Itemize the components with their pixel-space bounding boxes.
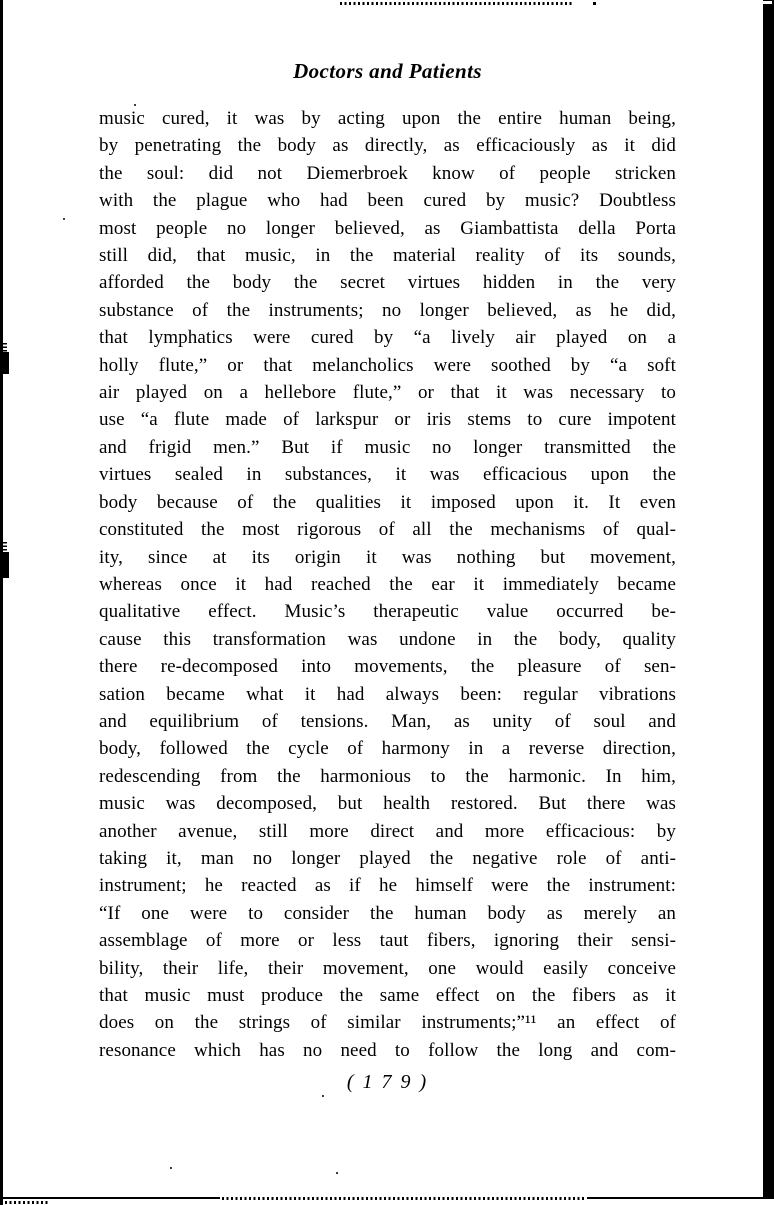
text-line: afforded the body the secret virtues hidden in the very bbox=[99, 272, 676, 294]
text-line: virtues sealed in substances, it was efficacious upon the bbox=[99, 464, 676, 486]
scan-dot-artifact bbox=[593, 2, 596, 5]
text-line: most people no longer believed, as Giambattista della Porta bbox=[99, 217, 676, 239]
text-line: that music must produce the same effect on the fibers as it bbox=[99, 985, 676, 1006]
scan-blob-artifact bbox=[0, 552, 9, 578]
text-line: music was decomposed, but health restored. But there was bbox=[99, 793, 676, 815]
text-line: body, followed the cycle of harmony in a reverse direction, bbox=[99, 738, 676, 760]
scan-edge-dash-artifact bbox=[769, 1, 772, 4]
scan-edge-dash-artifact bbox=[763, 1, 766, 4]
text-line: assemblage of more or less taut fibers, ignoring their sensi- bbox=[99, 930, 676, 952]
scan-speckle bbox=[322, 1095, 324, 1097]
text-line: and equilibrium of tensions. Man, as unity of soul and bbox=[99, 710, 676, 732]
text-line: “If one were to consider the human body as merely an bbox=[99, 902, 676, 924]
text-line: substance of the instruments; no longer believed, as he did, bbox=[99, 299, 676, 321]
scan-tick-marks-artifact bbox=[0, 343, 7, 352]
text-line: body because of the qualities it imposed upon it. It even bbox=[99, 491, 676, 513]
scan-dotted-line-bottom bbox=[222, 1197, 585, 1200]
scan-edge-dash-artifact bbox=[766, 1, 769, 4]
text-line: air played on a hellebore flute,” or that it was necessary to bbox=[99, 382, 676, 404]
scan-bottom-line-right bbox=[587, 1197, 774, 1199]
text-line: the soul: did not Diemerbroek know of people stricken bbox=[99, 162, 676, 184]
text-line: there re-decomposed into movements, the pleasure of sen- bbox=[99, 656, 676, 678]
scan-speckle bbox=[170, 1167, 172, 1169]
text-line: redescending from the harmonious to the harmonic. In him, bbox=[99, 765, 676, 787]
text-line: taking it, man no longer played the negative role of anti- bbox=[99, 847, 676, 869]
text-line: that lymphatics were cured by “a lively air played on a bbox=[99, 327, 676, 349]
text-line: by penetrating the body as directly, as efficaciously as it did bbox=[99, 135, 676, 157]
text-line: with the plague who had been cured by music? Doubtless bbox=[99, 190, 676, 212]
text-line: use “a flute made of larkspur or iris stems to cure impotent bbox=[99, 409, 676, 431]
text-line: instrument; he reacted as if he himself were the instrument: bbox=[99, 875, 676, 897]
scan-dotted-line-top bbox=[340, 2, 572, 5]
text-line: cause this transformation was undone in the body, quality bbox=[99, 628, 676, 650]
text-line: resonance which has no need to follow the long and com- bbox=[99, 1039, 676, 1061]
scan-tick-marks-artifact bbox=[0, 542, 7, 551]
text-line: still did, that music, in the material reality of its sounds, bbox=[99, 245, 676, 267]
scan-speckle bbox=[336, 1172, 338, 1174]
text-line: holly flute,” or that melancholics were soothed by “a soft bbox=[99, 354, 676, 376]
text-line: does on the strings of similar instruments;”¹¹ an effect of bbox=[99, 1012, 676, 1034]
body-text bbox=[99, 105, 676, 1064]
text-line: and frigid men.” But if music no longer transmitted the bbox=[99, 436, 676, 458]
text-line: music cured, it was by acting upon the entire human being, bbox=[99, 108, 676, 129]
text-line: bility, their life, their movement, one would easily conceive bbox=[99, 957, 676, 979]
scan-edge-right-artifact bbox=[763, 0, 774, 1198]
scan-speckle bbox=[63, 218, 65, 220]
page-number: ( 1 7 9 ) bbox=[346, 1071, 429, 1093]
text-line: sation became what it had always been: regular vibrations bbox=[99, 683, 676, 705]
text-line: another avenue, still more direct and more efficacious: by bbox=[99, 820, 676, 842]
text-line: ity, since at its origin it was nothing but movement, bbox=[99, 546, 676, 568]
scan-blob-artifact bbox=[0, 352, 9, 374]
text-line: whereas once it had reached the ear it immediately became bbox=[99, 573, 676, 595]
scan-bottom-line-left bbox=[0, 1197, 220, 1199]
scan-dotted-fragment-bottom-left bbox=[5, 1201, 48, 1204]
text-line: constituted the most rigorous of all the mechanisms of qual- bbox=[99, 519, 676, 541]
running-header: Doctors and Patients bbox=[293, 59, 482, 83]
text-line: qualitative effect. Music’s therapeutic value occurred be- bbox=[99, 601, 676, 623]
scan-edge-left-artifact bbox=[0, 0, 3, 1205]
